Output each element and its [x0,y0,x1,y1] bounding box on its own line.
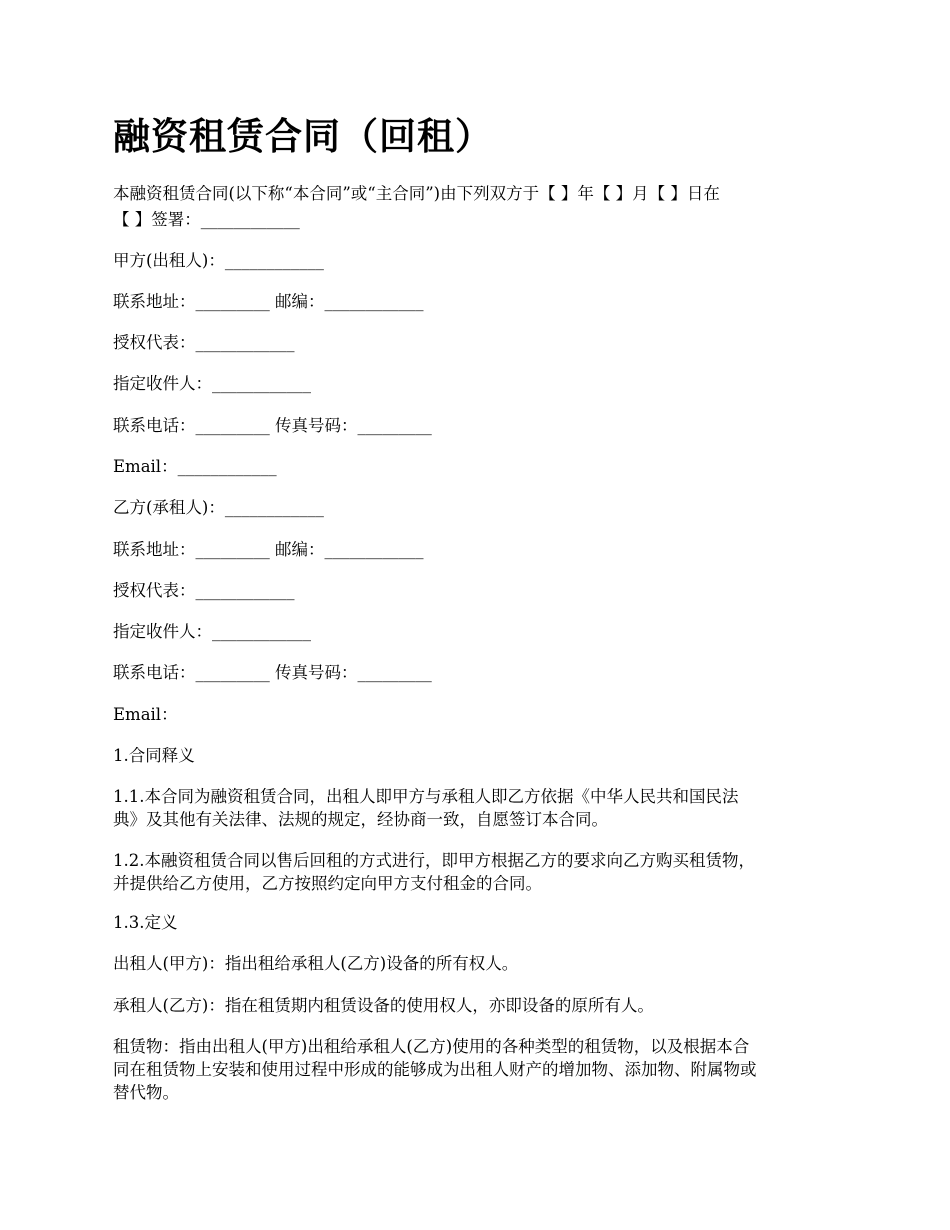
party-a-representative: 授权代表：____________ [113,333,295,352]
clause-1-2-line-2: 并提供给乙方使用，乙方按照约定向甲方支付租金的合同。 [113,874,542,893]
party-b-address: 联系地址：_________ 邮编：____________ [113,540,424,559]
party-b-phone-fax: 联系电话：_________ 传真号码：_________ [113,663,432,682]
party-b-representative: 授权代表：____________ [113,581,295,600]
clause-1-3-heading: 1.3.定义 [113,913,178,932]
intro-line-1: 本融资租赁合同(以下称“本合同”或“主合同”)由下列双方于【 】年【 】月【 】日在 [113,184,720,203]
definition-lessor: 出租人(甲方)：指出租给承租人(乙方)设备的所有权人。 [113,954,519,973]
clause-1-2-line-1: 1.2.本融资租赁合同以售后回租的方式进行，即甲方根据乙方的要求向乙方购买租赁物， [113,851,755,870]
party-a-recipient: 指定收件人：____________ [113,374,311,393]
clause-1-1-line-1: 1.1.本合同为融资租赁合同，出租人即甲方与承租人即乙方依据《中华人民共和国民法 [113,787,739,806]
party-b-header: 乙方(承租人)：____________ [113,498,324,517]
party-b-recipient: 指定收件人：____________ [113,622,311,641]
document-title: 融资租赁合同（回租） [113,114,493,158]
party-a-header: 甲方(出租人)：____________ [113,251,324,270]
party-a-address: 联系地址：_________ 邮编：____________ [113,292,424,311]
party-a-phone-fax: 联系电话：_________ 传真号码：_________ [113,416,432,435]
definition-leased-item-line-1: 租赁物：指由出租人(甲方)出租给承租人(乙方)使用的各种类型的租赁物，以及根据本合 [113,1037,750,1056]
party-b-email: Email： [113,705,178,724]
definition-leased-item-line-3: 替代物。 [113,1083,179,1102]
definition-lessee: 承租人(乙方)：指在租赁期内租赁设备的使用权人，亦即设备的原所有人。 [113,996,654,1015]
party-a-email: Email：____________ [113,457,277,476]
intro-line-2: 【 】签署：____________ [113,210,300,229]
section-1-heading: 1.合同释义 [113,746,195,765]
clause-1-1-line-2: 典》及其他有关法律、法规的规定，经协商一致，自愿签订本合同。 [113,810,608,829]
definition-leased-item-line-2: 同在租赁物上安装和使用过程中形成的能够成为出租人财产的增加物、添加物、附属物或 [113,1060,757,1079]
